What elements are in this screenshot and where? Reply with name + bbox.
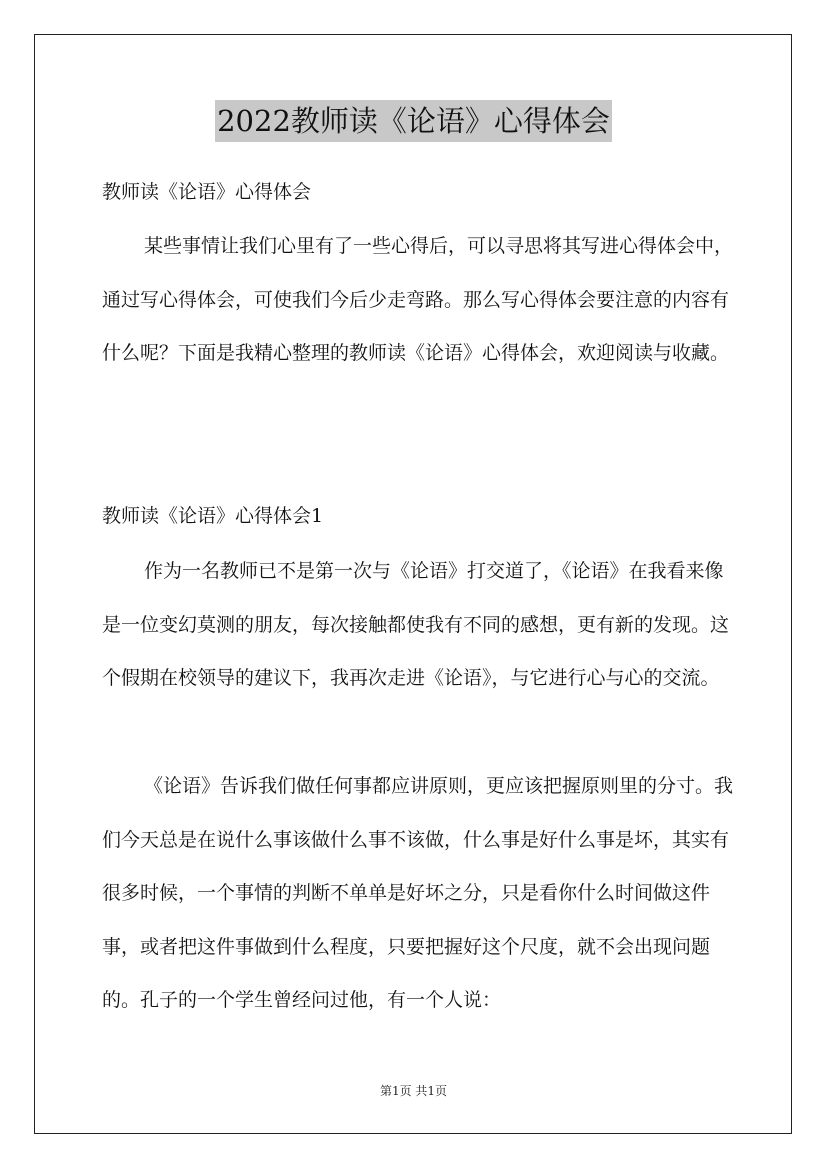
document-subtitle: 教师读《论语》心得体会	[102, 181, 312, 203]
page-footer: 第1页 共1页	[379, 1084, 448, 1098]
title-container	[0, 100, 827, 142]
document-title: 2022教师读《论语》心得体会	[215, 100, 612, 142]
body-paragraph-1: 作为一名教师已不是第一次与《论语》打交道了，《论语》在我看来像是一位变幻莫测的朋友，每次接触都使我有不同的感想，更有新的发现。这个假期在校领导的建议下，我再次走进《论语》，与它进行心与心的交流。	[102, 560, 730, 689]
section-heading: 教师读《论语》心得体会1	[102, 505, 324, 527]
intro-paragraph: 某些事情让我们心里有了一些心得后，可以寻思将其写进心得体会中，通过写心得体会，可使我们今后少走弯路。那么写心得体会要注意的内容有什么呢？下面是我精心整理的教师读《论语》心得体会，欢迎阅读与收藏。	[102, 235, 734, 364]
body-paragraph-2: 《论语》告诉我们做任何事都应讲原则，更应该把握原则里的分寸。我们今天总是在说什么事该做什么事不该做，什么事是好什么事是坏，其实有很多时候，一个事情的判断不单单是好坏之分，只是看你什么时间做这件事，或者把这件事做到什么程度，只要把握好这个尺度，就不会出现问题的。孔子的一个学生曾经问过他，有一个人说：	[102, 775, 734, 1011]
